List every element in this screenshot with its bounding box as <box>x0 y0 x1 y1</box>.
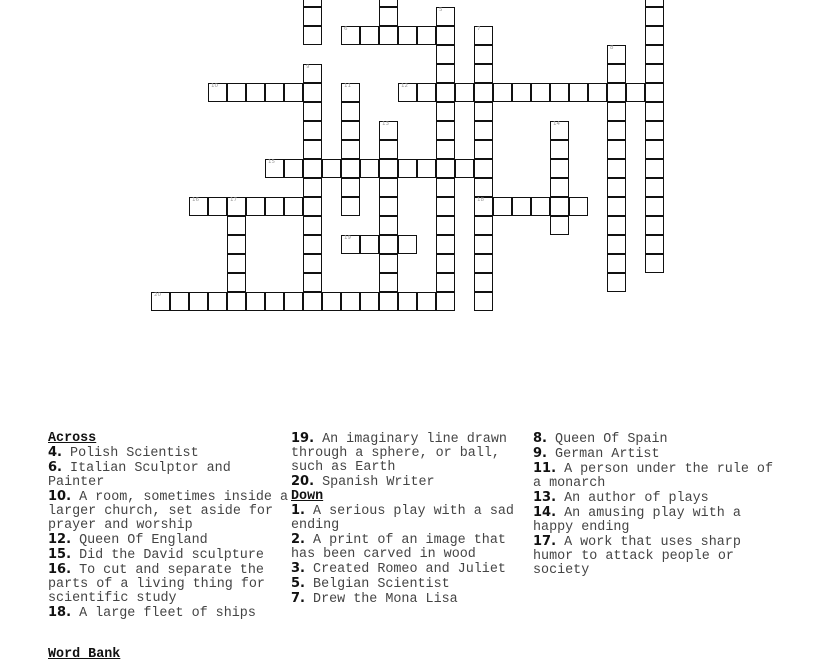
grid-cell[interactable] <box>303 178 322 197</box>
grid-cell[interactable] <box>417 159 436 178</box>
clue-across-15: 15. Did the David sculpture <box>48 547 264 563</box>
clue-number: 16 <box>192 197 199 203</box>
grid-cell[interactable] <box>645 197 664 216</box>
grid-cell[interactable] <box>436 159 455 178</box>
grid-cell[interactable] <box>379 7 398 26</box>
grid-cell[interactable] <box>303 254 322 273</box>
clue-across-20: 20. Spanish Writer <box>291 474 435 490</box>
word-bank-heading: Word Bank <box>48 647 121 662</box>
grid-cell[interactable] <box>170 292 189 311</box>
clue-across-10: 10. A room, sometimes inside a larger church, set aside for prayer and worship <box>48 489 289 533</box>
grid-cell[interactable] <box>436 254 455 273</box>
grid-cell[interactable] <box>227 254 246 273</box>
grid-cell[interactable] <box>493 83 512 102</box>
clue-across-6: 6. Italian Sculptor and Painter <box>48 460 231 490</box>
clue-down-5: 5. Belgian Scientist <box>291 576 450 592</box>
grid-cell[interactable] <box>550 159 569 178</box>
grid-cell[interactable] <box>398 26 417 45</box>
grid-cell[interactable] <box>151 292 170 311</box>
grid-cell[interactable] <box>379 140 398 159</box>
grid-cell[interactable] <box>360 235 379 254</box>
grid-cell[interactable] <box>303 7 322 26</box>
clue-number: 6 <box>344 26 348 32</box>
grid-cell[interactable] <box>227 83 246 102</box>
grid-cell[interactable] <box>208 83 227 102</box>
grid-cell[interactable] <box>303 216 322 235</box>
clue-number: 15 <box>268 159 275 165</box>
grid-cell[interactable] <box>227 273 246 292</box>
grid-cell[interactable] <box>645 26 664 45</box>
grid-cell[interactable] <box>398 83 417 102</box>
clue-number: 11 <box>344 83 351 89</box>
grid-cell[interactable] <box>645 159 664 178</box>
grid-cell[interactable] <box>379 235 398 254</box>
grid-cell[interactable] <box>512 83 531 102</box>
clue-number: 7 <box>477 26 481 32</box>
grid-cell[interactable] <box>531 83 550 102</box>
grid-cell[interactable] <box>474 254 493 273</box>
clue-number: 5 <box>439 7 443 13</box>
grid-cell[interactable] <box>227 292 246 311</box>
grid-cell[interactable] <box>379 292 398 311</box>
grid-cell[interactable] <box>360 26 379 45</box>
grid-cell[interactable] <box>436 292 455 311</box>
grid-cell[interactable] <box>303 197 322 216</box>
grid-cell[interactable] <box>417 292 436 311</box>
grid-cell[interactable] <box>474 159 493 178</box>
clue-number: 9 <box>306 64 310 70</box>
grid-cell[interactable] <box>645 121 664 140</box>
grid-cell[interactable] <box>379 121 398 140</box>
clue-down-17: 17. A work that uses sharp humor to attack people or society <box>533 534 741 578</box>
grid-cell[interactable] <box>341 159 360 178</box>
grid-cell[interactable] <box>436 26 455 45</box>
clue-across-12: 12. Queen Of England <box>48 532 208 548</box>
grid-cell[interactable] <box>474 45 493 64</box>
grid-cell[interactable] <box>398 159 417 178</box>
grid-cell[interactable] <box>303 83 322 102</box>
clue-across-4: 4. Polish Scientist <box>48 445 199 461</box>
grid-cell[interactable] <box>474 83 493 102</box>
grid-cell[interactable] <box>474 273 493 292</box>
grid-cell[interactable] <box>645 0 664 7</box>
grid-cell[interactable] <box>436 121 455 140</box>
clue-number: 17 <box>230 197 237 203</box>
grid-cell[interactable] <box>474 140 493 159</box>
grid-cell[interactable] <box>607 254 626 273</box>
grid-cell[interactable] <box>645 64 664 83</box>
grid-cell[interactable] <box>607 102 626 121</box>
grid-cell[interactable] <box>322 292 341 311</box>
grid-cell[interactable] <box>303 26 322 45</box>
grid-cell[interactable] <box>607 83 626 102</box>
grid-cell[interactable] <box>436 140 455 159</box>
grid-cell[interactable] <box>607 140 626 159</box>
grid-cell[interactable] <box>493 197 512 216</box>
grid-cell[interactable] <box>284 159 303 178</box>
grid-cell[interactable] <box>303 64 322 83</box>
grid-cell[interactable] <box>360 159 379 178</box>
grid-cell[interactable] <box>341 178 360 197</box>
grid-cell[interactable] <box>208 292 227 311</box>
grid-cell[interactable] <box>550 216 569 235</box>
clue-number: 19 <box>344 235 351 241</box>
grid-cell[interactable] <box>550 83 569 102</box>
grid-cell[interactable] <box>645 45 664 64</box>
grid-cell[interactable] <box>379 0 398 7</box>
grid-cell[interactable] <box>607 197 626 216</box>
grid-cell[interactable] <box>303 140 322 159</box>
grid-cell[interactable] <box>645 235 664 254</box>
clue-across-18: 18. A large fleet of ships <box>48 605 256 621</box>
grid-cell[interactable] <box>645 216 664 235</box>
clue-down-3: 3. Created Romeo and Juliet <box>291 561 506 577</box>
grid-cell[interactable] <box>227 216 246 235</box>
grid-cell[interactable] <box>550 140 569 159</box>
grid-cell[interactable] <box>626 83 645 102</box>
grid-cell[interactable] <box>379 273 398 292</box>
grid-cell[interactable] <box>284 197 303 216</box>
clues-column-2 <box>291 432 531 607</box>
grid-cell[interactable] <box>398 235 417 254</box>
grid-cell[interactable] <box>474 197 493 216</box>
grid-cell[interactable] <box>436 102 455 121</box>
grid-cell[interactable] <box>436 83 455 102</box>
grid-cell[interactable] <box>474 26 493 45</box>
grid-cell[interactable] <box>474 121 493 140</box>
grid-cell[interactable] <box>322 159 341 178</box>
grid-cell[interactable] <box>436 178 455 197</box>
grid-cell[interactable] <box>417 26 436 45</box>
grid-cell[interactable] <box>607 273 626 292</box>
clue-down-7: 7. Drew the Mona Lisa <box>291 591 458 607</box>
grid-cell[interactable] <box>379 197 398 216</box>
grid-cell[interactable] <box>303 292 322 311</box>
grid-cell[interactable] <box>379 216 398 235</box>
grid-cell[interactable] <box>417 83 436 102</box>
grid-cell[interactable] <box>265 83 284 102</box>
grid-cell[interactable] <box>645 178 664 197</box>
clue-number: 18 <box>477 197 484 203</box>
clue-number: 13 <box>382 121 389 127</box>
grid-cell[interactable] <box>303 273 322 292</box>
grid-cell[interactable] <box>265 197 284 216</box>
clue-across-16: 16. To cut and separate the parts of a living thing for scientific study <box>48 562 265 606</box>
grid-cell[interactable] <box>645 254 664 273</box>
grid-cell[interactable] <box>360 292 379 311</box>
grid-cell[interactable] <box>474 102 493 121</box>
grid-cell[interactable] <box>474 178 493 197</box>
grid-cell[interactable] <box>341 121 360 140</box>
grid-cell[interactable] <box>512 197 531 216</box>
grid-cell[interactable] <box>189 197 208 216</box>
grid-cell[interactable] <box>227 235 246 254</box>
grid-cell[interactable] <box>246 83 265 102</box>
clue-number: 8 <box>610 45 614 51</box>
grid-cell[interactable] <box>455 159 474 178</box>
clues-column-1 <box>48 432 288 621</box>
grid-cell[interactable] <box>398 292 417 311</box>
grid-cell[interactable] <box>607 45 626 64</box>
grid-cell[interactable] <box>341 102 360 121</box>
grid-cell[interactable] <box>474 235 493 254</box>
grid-cell[interactable] <box>284 292 303 311</box>
grid-cell[interactable] <box>607 121 626 140</box>
grid-cell[interactable] <box>436 235 455 254</box>
clue-down-1: 1. A serious play with a sad ending <box>291 503 514 533</box>
down-heading: Down <box>291 489 324 504</box>
grid-cell[interactable] <box>303 235 322 254</box>
grid-cell[interactable] <box>303 102 322 121</box>
grid-cell[interactable] <box>341 197 360 216</box>
grid-cell[interactable] <box>550 121 569 140</box>
grid-cell[interactable] <box>341 292 360 311</box>
grid-cell[interactable] <box>246 292 265 311</box>
grid-cell[interactable] <box>607 216 626 235</box>
grid-cell[interactable] <box>379 178 398 197</box>
grid-cell[interactable] <box>588 83 607 102</box>
grid-cell[interactable] <box>645 7 664 26</box>
clue-down-2: 2. A print of an image that has been carved in wood <box>291 532 506 562</box>
grid-cell[interactable] <box>607 178 626 197</box>
grid-cell[interactable] <box>645 102 664 121</box>
grid-cell[interactable] <box>208 197 227 216</box>
grid-cell[interactable] <box>607 159 626 178</box>
grid-cell[interactable] <box>436 45 455 64</box>
grid-cell[interactable] <box>284 83 303 102</box>
grid-cell[interactable] <box>341 83 360 102</box>
grid-cell[interactable] <box>645 83 664 102</box>
grid-cell[interactable] <box>550 197 569 216</box>
grid-cell[interactable] <box>379 159 398 178</box>
grid-cell[interactable] <box>303 121 322 140</box>
clue-down-11: 11. A person under the rule of a monarch <box>533 461 774 491</box>
grid-cell[interactable] <box>265 292 284 311</box>
grid-cell[interactable] <box>265 159 284 178</box>
clue-number: 10 <box>211 83 218 89</box>
grid-cell[interactable] <box>227 197 246 216</box>
clue-number: 14 <box>553 121 560 127</box>
clue-down-9: 9. German Artist <box>533 446 660 462</box>
grid-cell[interactable] <box>474 64 493 83</box>
grid-cell[interactable] <box>531 197 550 216</box>
clue-down-8: 8. Queen Of Spain <box>533 431 668 447</box>
clue-across-19: 19. An imaginary line drawn through a sphere, or ball, such as Earth <box>291 431 507 475</box>
grid-cell[interactable] <box>436 197 455 216</box>
grid-cell[interactable] <box>341 235 360 254</box>
grid-cell[interactable] <box>474 292 493 311</box>
grid-cell[interactable] <box>436 273 455 292</box>
grid-cell[interactable] <box>607 64 626 83</box>
clue-down-13: 13. An author of plays <box>533 490 709 506</box>
grid-cell[interactable] <box>550 178 569 197</box>
clues-column-3 <box>533 432 773 578</box>
across-heading: Across <box>48 431 97 446</box>
grid-cell[interactable] <box>189 292 208 311</box>
grid-cell[interactable] <box>645 140 664 159</box>
grid-cell[interactable] <box>379 26 398 45</box>
grid-cell[interactable] <box>341 140 360 159</box>
grid-cell[interactable] <box>303 159 322 178</box>
grid-cell[interactable] <box>436 7 455 26</box>
grid-cell[interactable] <box>246 197 265 216</box>
grid-cell[interactable] <box>436 216 455 235</box>
grid-cell[interactable] <box>455 83 474 102</box>
grid-cell[interactable] <box>607 235 626 254</box>
clue-down-14: 14. An amusing play with a happy ending <box>533 505 741 535</box>
grid-cell[interactable] <box>474 216 493 235</box>
clue-number: 20 <box>154 292 161 298</box>
grid-cell[interactable] <box>303 0 322 7</box>
grid-cell[interactable] <box>436 64 455 83</box>
crossword-grid <box>0 0 816 330</box>
grid-cell[interactable] <box>569 83 588 102</box>
grid-cell[interactable] <box>341 26 360 45</box>
grid-cell[interactable] <box>379 254 398 273</box>
clue-number: 12 <box>401 83 408 89</box>
grid-cell[interactable] <box>569 197 588 216</box>
